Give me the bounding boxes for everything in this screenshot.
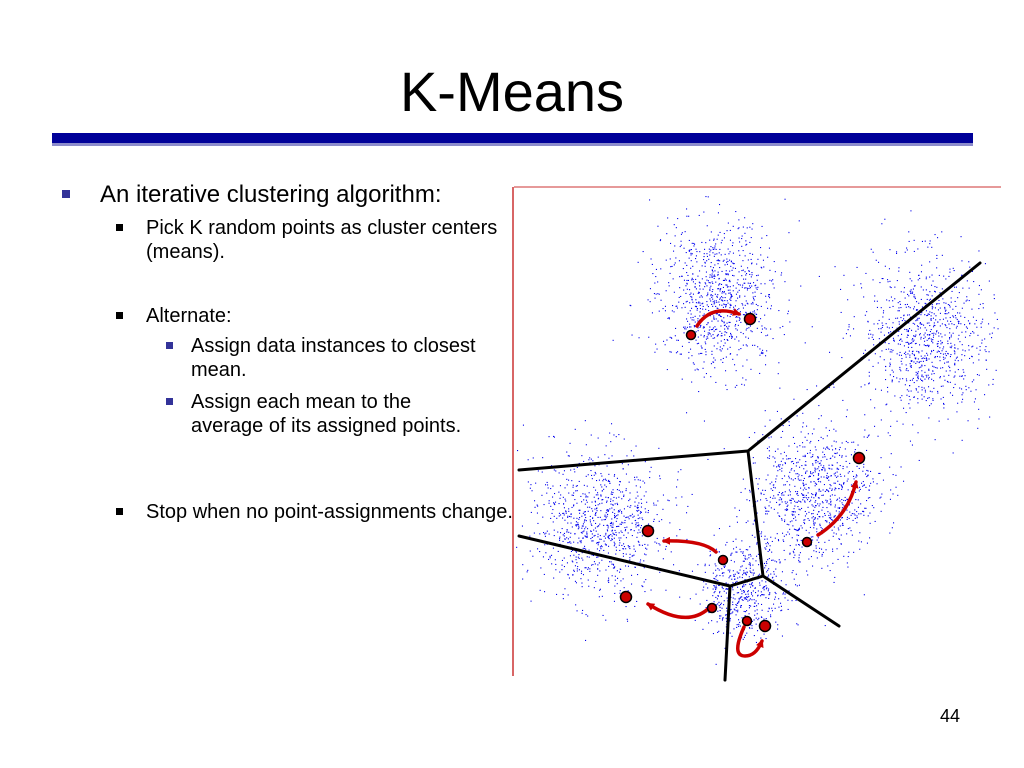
new-mean-marker — [745, 314, 756, 325]
bullet-alternate-text: Alternate: — [146, 305, 232, 327]
boundary-line — [748, 451, 763, 576]
bullet-alternate — [116, 304, 526, 328]
bullet-pick-text: Pick K random points as cluster centers (means). — [146, 217, 498, 263]
move-arrow — [648, 604, 708, 617]
bullet-assign-instances — [166, 334, 486, 382]
square-bullet-icon — [166, 398, 173, 405]
move-arrow — [697, 311, 739, 326]
old-mean-marker — [708, 604, 717, 613]
new-mean-marker — [621, 592, 632, 603]
bullet-pick — [116, 216, 526, 264]
boundary-line — [763, 576, 839, 626]
square-bullet-icon — [116, 312, 123, 319]
boundary-line — [730, 576, 763, 586]
square-bullet-icon — [166, 342, 173, 349]
kmeans-figure — [511, 186, 1001, 686]
page-number: 44 — [939, 706, 961, 726]
old-mean-marker — [719, 556, 728, 565]
bullet-stop — [116, 500, 526, 524]
square-bullet-icon — [116, 224, 123, 231]
move-arrow — [738, 627, 762, 656]
old-mean-marker — [743, 617, 752, 626]
data-points — [516, 196, 999, 665]
slide-title: K-Means — [399, 60, 625, 123]
bullet-main — [62, 180, 522, 210]
new-mean-marker — [760, 621, 771, 632]
boundary-line — [519, 451, 748, 470]
old-mean-marker — [803, 538, 812, 547]
square-bullet-icon — [62, 190, 70, 198]
bullet-assign-instances-text: Assign data instances to closest mean. — [191, 335, 476, 381]
bullet-assign-mean — [166, 390, 486, 438]
new-mean-marker — [643, 526, 654, 537]
bullet-assign-mean-text: Assign each mean to the average of its assigned points. — [191, 391, 462, 437]
square-bullet-icon — [116, 508, 123, 515]
title-rule — [52, 133, 973, 147]
bullet-main-text: An iterative clustering algorithm: — [100, 181, 442, 208]
boundary-line — [725, 586, 730, 680]
bullet-stop-text: Stop when no point-assignments change. — [146, 501, 513, 523]
boundary-line — [748, 263, 980, 451]
cluster-means — [621, 314, 865, 632]
old-mean-marker — [687, 331, 696, 340]
move-arrow — [664, 541, 716, 552]
new-mean-marker — [854, 453, 865, 464]
move-arrow — [818, 482, 856, 535]
